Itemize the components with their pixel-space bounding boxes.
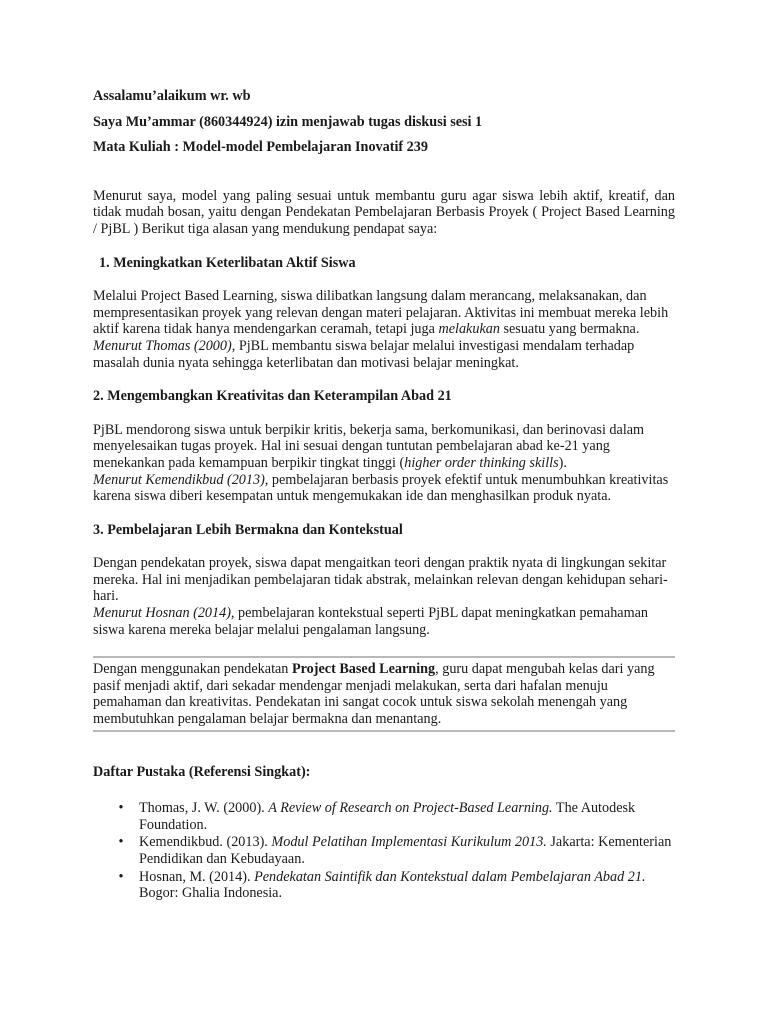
bullet-icon: • <box>118 800 124 817</box>
course-line: Mata Kuliah : Model-model Pembelajaran Inovatif 239 <box>93 139 428 156</box>
section2-citation: Menurut Kemendikbud (2013), pembelajaran berbasis proyek efektif untuk menumbuhkan kreativitas karena siswa diberi kesempatan untuk mengemukakan ide dan menghasilkan produk nyata. <box>93 471 669 505</box>
bullet-icon: • <box>118 868 124 885</box>
reference-item: • Hosnan, M. (2014). Pendekatan Saintifik dan Kontekstual dalam Pembelajaran Abad 21. Bogor: Ghalia Indonesia. <box>93 869 675 902</box>
divider-bottom <box>93 730 675 732</box>
references-heading: Daftar Pustaka (Referensi Singkat): <box>93 763 311 780</box>
greeting: Assalamu’alaikum wr. wb <box>93 88 251 104</box>
section1-heading: 1. Meningkatkan Keterlibatan Aktif Siswa <box>99 254 356 271</box>
section2-paragraph: PjBL mendorong siswa untuk berpikir kritis, bekerja sama, berkomunikasi, dan berinovasi dalam menyelesaikan tugas proyek. Hal ini sesuai dengan tuntutan pembelajaran abad ke-21 yang menekankan pada kemampuan berpikir tingkat tinggi (higher order thinking skills). <box>93 421 645 471</box>
section3-citation: Menurut Hosnan (2014), pembelajaran kontekstual seperti PjBL dapat meningkatkan pemahaman siswa karena mereka belajar melalui pengalaman langsung. <box>93 605 649 638</box>
section3-heading: 3. Pembelajaran Lebih Bermakna dan Kontekstual <box>93 521 403 538</box>
references-list <box>93 800 675 902</box>
section1-citation: Menurut Thomas (2000), PjBL membantu siswa belajar melalui investigasi mendalam terhadap masalah dunia nyata sehingga keterlibatan dan motivasi belajar meningkat. <box>93 337 635 371</box>
conclusion-paragraph: Dengan menggunakan pendekatan Project Based Learning, guru dapat mengubah kelas dari yang pasif menjadi aktif, dari sekadar mendengar menjadi melakukan, serta dari hafalan menuju pemahaman dan kreativitas. Pendekatan ini sangat cocok untuk siswa sekolah menengah yang membutuhkan pengalaman belajar bermakna dan menantang. <box>93 661 655 728</box>
reference-item: • Thomas, J. W. (2000). A Review of Research on Project-Based Learning. The Autodesk Foundation. <box>93 800 675 833</box>
document-body <box>93 88 675 903</box>
bullet-icon: • <box>118 834 124 851</box>
reference-item: • Kemendikbud. (2013). Modul Pelatihan Implementasi Kurikulum 2013. Jakarta: Kementerian Pendidikan dan Kebudayaan. <box>93 834 675 867</box>
divider-top <box>93 656 675 658</box>
opening-paragraph: Menurut saya, model yang paling sesuai untuk membantu guru agar siswa lebih aktif, kreatif, dan tidak mudah bosan, yaitu dengan Pendekatan Pembelajaran Berbasis Proyek ( Project Based Learning / PjBL ) Berikut tiga alasan yang mendukung pendapat saya: <box>93 187 675 237</box>
section1-paragraph: Melalui Project Based Learning, siswa dilibatkan langsung dalam merancang, melaksanakan, dan mempresentasikan proyek yang relevan dengan materi pelajaran. Aktivitas ini membuat mereka lebih aktif karena tidak hanya mendengarkan ceramah, tetapi juga melakukan sesuatu yang bermakna. <box>93 288 669 338</box>
section3-paragraph: Dengan pendekatan proyek, siswa dapat mengaitkan teori dengan praktik nyata di lingkungan sekitar mereka. Hal ini menjadikan pembelajaran tidak abstrak, melainkan relevan dengan kehidupan sehari-hari. <box>93 555 668 605</box>
section2-heading: 2. Mengembangkan Kreativitas dan Keterampilan Abad 21 <box>93 388 452 405</box>
intro-line: Saya Mu’ammar (860344924) izin menjawab tugas diskusi sesi 1 <box>93 113 483 130</box>
